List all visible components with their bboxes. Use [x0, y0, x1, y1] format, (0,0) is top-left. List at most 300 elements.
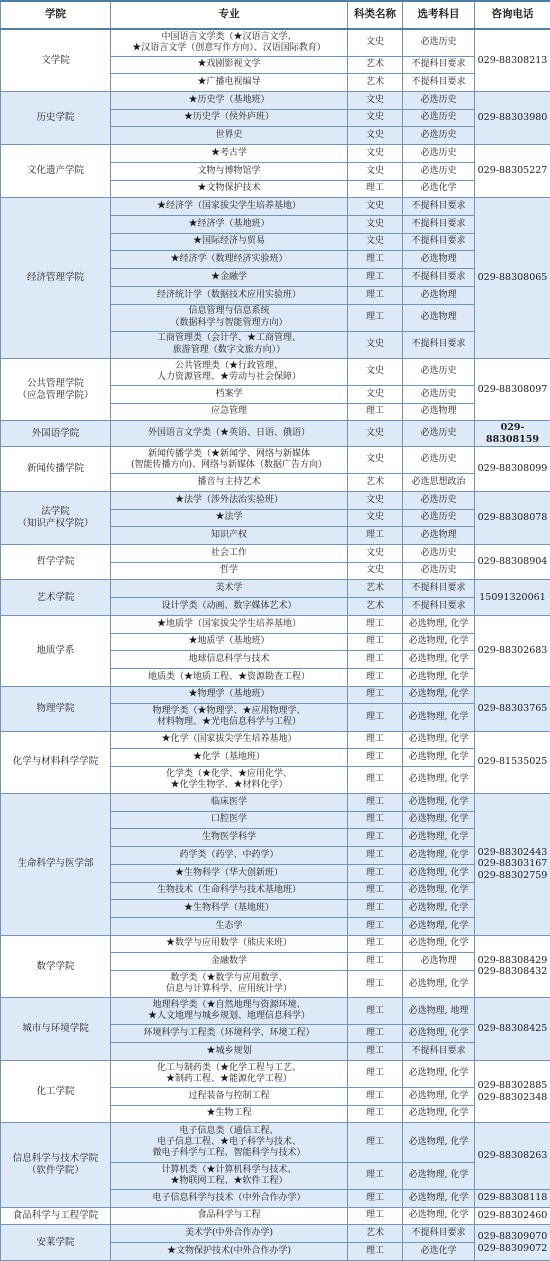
major-name: (智能传播方向)、网络与新媒体（数据广告方向） — [130, 460, 328, 471]
category-cell: 理工 — [348, 749, 403, 767]
major-name: ★历史学（基地班） — [188, 94, 270, 105]
category-cell: 文史 — [348, 216, 403, 234]
category-cell: 理工 — [348, 1162, 403, 1189]
header-college: 学院 — [1, 1, 111, 29]
college-cell — [1, 731, 111, 794]
category-cell: 文史 — [348, 421, 403, 447]
college-name: 哲学学院 — [36, 556, 75, 568]
college-name: 新闻传播学院 — [26, 463, 84, 475]
major-name: 外国语言文学类（★英语、日语、俄语） — [147, 428, 310, 439]
phone-number: 029-88302759 — [477, 870, 548, 882]
subjects-cell: 必选物理 — [403, 286, 475, 304]
major-name: 经济统计学（数据技术应用实验班） — [156, 289, 301, 300]
college-group — [1, 447, 550, 492]
college-cell — [1, 1225, 111, 1261]
major-name: 环境科学与工程类（环境科学、环境工程） — [143, 1028, 315, 1039]
phone-cell: 029-88308118 — [475, 1189, 550, 1207]
phone-cell — [475, 145, 550, 198]
category-cell: 理工 — [348, 794, 403, 812]
major-cell — [111, 882, 348, 900]
phone-cell — [475, 731, 550, 794]
college-group — [1, 1123, 550, 1207]
category-cell: 文史 — [348, 545, 403, 563]
category-cell: 艺术 — [348, 580, 403, 598]
major-cell — [111, 145, 348, 163]
major-cell — [111, 598, 348, 616]
major-name: 公共管理类（★行政管理、 — [174, 360, 283, 371]
category-cell: 理工 — [348, 1087, 403, 1105]
phone-number: 029-88303765 — [477, 702, 548, 714]
subjects-cell: 必选历史 — [403, 109, 475, 127]
category-cell: 理工 — [348, 811, 403, 829]
major-name: 信息与计算科学、应用统计学） — [165, 984, 292, 995]
phone-cell — [475, 580, 550, 615]
college-name: 公共管理学院 — [26, 377, 84, 389]
category-cell: 理工 — [348, 971, 403, 998]
major-cell — [111, 1162, 348, 1189]
subjects-cell: 必选物理 — [403, 403, 475, 421]
major-cell — [111, 1105, 348, 1123]
subjects-cell: 必选物理, 化学 — [403, 1189, 475, 1207]
major-name: 工商管理类（会计学、★工商管理、 — [156, 333, 301, 344]
category-cell: 理工 — [348, 304, 403, 331]
subjects-cell: 必选历史 — [403, 545, 475, 563]
subjects-cell: 不提科目要求 — [403, 580, 475, 598]
table-row — [1, 686, 550, 704]
table-row — [1, 731, 550, 749]
table-row — [1, 580, 550, 598]
phone-number: 029-88309070 — [477, 1230, 548, 1242]
category-cell: 理工 — [348, 1207, 403, 1225]
subjects-cell: 必选物理, 化学 — [403, 900, 475, 918]
subjects-cell: 必选物理, 化学 — [403, 882, 475, 900]
subjects-cell: 必选历史 — [403, 92, 475, 110]
category-cell: 理工 — [348, 882, 403, 900]
college-name: 外国语学院 — [31, 427, 80, 439]
major-name: ★物联网工程、★软件工程） — [170, 1175, 288, 1186]
phone-cell — [475, 92, 550, 145]
header-subjects: 选考科目 — [403, 1, 475, 29]
major-cell — [111, 794, 348, 812]
major-name: 地质类（★地质工程、★资源勘查工程） — [147, 671, 310, 682]
major-cell — [111, 92, 348, 110]
college-name: 文学院 — [41, 54, 70, 66]
category-cell: 理工 — [348, 269, 403, 287]
major-cell — [111, 198, 348, 216]
major-cell — [111, 971, 348, 998]
major-cell — [111, 403, 348, 421]
subjects-cell: 必选物理, 化学 — [403, 668, 475, 686]
phone-number: 029-88302443 — [477, 846, 548, 858]
major-cell — [111, 829, 348, 847]
major-cell — [111, 286, 348, 304]
table-row — [1, 545, 550, 563]
major-name: ★经济学（基地班） — [188, 218, 270, 229]
table-row — [1, 198, 550, 216]
subjects-cell: 必选历史 — [403, 162, 475, 180]
major-name: ★城乡规划 — [206, 1045, 252, 1056]
phone-cell — [475, 29, 550, 92]
subjects-cell: 必选物理, 化学 — [403, 1025, 475, 1043]
major-name: ★地质学（国家拔尖学生培养基地） — [156, 618, 301, 629]
category-cell: 理工 — [348, 953, 403, 971]
major-name: ★法学 — [215, 512, 243, 523]
major-cell — [111, 421, 348, 447]
major-name: 设计学类（动画、数字媒体艺术） — [161, 600, 297, 611]
subjects-cell: 必选物理, 化学 — [403, 686, 475, 704]
subjects-cell: 必选物理, 化学 — [403, 704, 475, 731]
subjects-cell: 必选物理, 化学 — [403, 829, 475, 847]
major-name: （数据科学与智能管理方向） — [170, 317, 288, 328]
subjects-cell: 必选化学 — [403, 180, 475, 198]
major-cell — [111, 216, 348, 234]
college-cell — [1, 421, 111, 447]
category-cell: 理工 — [348, 527, 403, 545]
major-cell — [111, 1060, 348, 1087]
subjects-cell: 必选物理, 化学 — [403, 651, 475, 669]
table-row — [1, 935, 550, 953]
college-group — [1, 491, 550, 544]
subjects-cell: 必选历史 — [403, 127, 475, 145]
major-cell — [111, 998, 348, 1025]
college-cell — [1, 198, 111, 358]
college-cell — [1, 145, 111, 198]
phone-cell — [475, 545, 550, 580]
major-cell — [111, 651, 348, 669]
college-name: 艺术学院 — [36, 591, 75, 603]
phone-cell — [475, 794, 550, 936]
college-cell — [1, 935, 111, 998]
major-cell — [111, 180, 348, 198]
college-name: （知识产权学院） — [17, 517, 94, 529]
major-name: 过程装备与控制工程 — [188, 1090, 270, 1101]
major-cell — [111, 847, 348, 865]
major-cell — [111, 704, 348, 731]
major-name: 生态学 — [215, 920, 243, 931]
phone-number: 029-88303167 — [477, 858, 548, 870]
category-cell: 理工 — [348, 900, 403, 918]
subjects-cell: 必选物理, 化学 — [403, 847, 475, 865]
college-cell — [1, 686, 111, 731]
phone-cell — [475, 491, 550, 544]
college-group — [1, 358, 550, 421]
major-name: ★化学生物学、★材料化学） — [170, 779, 288, 790]
major-cell — [111, 29, 348, 56]
phone-number: 029-81535025 — [477, 756, 548, 768]
table-row — [1, 29, 550, 56]
college-name: 文化遗产学院 — [26, 165, 84, 177]
major-name: ★国际经济与贸易 — [192, 236, 265, 247]
category-cell: 文史 — [348, 331, 403, 358]
subjects-cell: 必选物理, 化学 — [403, 633, 475, 651]
major-name: 金融数学 — [210, 956, 247, 967]
college-group — [1, 29, 550, 92]
phone-number: 029-88308099 — [477, 463, 548, 475]
category-cell: 理工 — [348, 998, 403, 1025]
category-cell: 文史 — [348, 145, 403, 163]
category-cell: 艺术 — [348, 74, 403, 92]
college-group — [1, 615, 550, 686]
major-cell — [111, 1243, 348, 1261]
major-name: ★化学（国家拔尖学生培养基地） — [161, 734, 297, 745]
subjects-cell: 必选物理, 地理 — [403, 998, 475, 1025]
phone-cell — [475, 1207, 550, 1225]
subjects-cell: 不提科目要求 — [403, 74, 475, 92]
phone-cell — [475, 358, 550, 421]
major-name: ★历史学（侯外庐班） — [183, 112, 274, 123]
category-cell: 艺术 — [348, 474, 403, 492]
college-group — [1, 998, 550, 1061]
major-name: 哲学 — [219, 565, 238, 576]
phone-number: 029-88308432 — [477, 966, 548, 978]
college-group — [1, 1060, 550, 1123]
major-name: 化工与制药类（★化学工程与工艺、 — [156, 1062, 301, 1073]
major-cell — [111, 1025, 348, 1043]
major-cell — [111, 811, 348, 829]
major-name: 知识产权 — [210, 530, 247, 540]
table-row — [1, 1123, 550, 1163]
table-row — [1, 615, 550, 633]
table-row — [1, 421, 550, 447]
major-cell — [111, 686, 348, 704]
major-name: ★广播电视编导 — [197, 77, 261, 88]
college-group — [1, 145, 550, 198]
table-row — [1, 1207, 550, 1225]
college-group — [1, 92, 550, 145]
subjects-cell: 不提科目要求 — [403, 216, 475, 234]
category-cell: 理工 — [348, 704, 403, 731]
subjects-cell: 必选化学 — [403, 1243, 475, 1261]
major-name: ★数学与应用数学（熊庆来班） — [165, 938, 292, 949]
category-cell: 理工 — [348, 1243, 403, 1261]
major-name: ★法学（涉外法治实验班） — [174, 494, 283, 505]
subjects-cell: 必选物理, 化学 — [403, 971, 475, 998]
table-row — [1, 447, 550, 474]
phone-number: 029-88302683 — [477, 644, 548, 656]
major-name: 信息管理与信息系统 — [188, 306, 270, 317]
major-name: 物理学类（★物理学、★应用物理学、 — [152, 706, 306, 717]
major-cell — [111, 749, 348, 767]
category-cell: 文史 — [348, 562, 403, 580]
major-cell — [111, 545, 348, 563]
college-name: 历史学院 — [36, 112, 75, 124]
college-name: 化工学院 — [36, 1085, 75, 1097]
major-cell — [111, 127, 348, 145]
category-cell: 理工 — [348, 935, 403, 953]
major-cell — [111, 1189, 348, 1207]
major-name: 药学类（药学、中药学） — [179, 849, 279, 860]
subjects-cell: 必选历史 — [403, 29, 475, 56]
major-name: 微电子科学与工程、智能科学与技术） — [152, 1148, 306, 1159]
major-cell — [111, 269, 348, 287]
college-cell — [1, 447, 111, 492]
subjects-cell: 必选物理, 化学 — [403, 1087, 475, 1105]
category-cell: 文史 — [348, 162, 403, 180]
phone-cell — [475, 686, 550, 731]
major-cell — [111, 1207, 348, 1225]
major-cell — [111, 304, 348, 331]
phone-number: 029-88308078 — [477, 511, 548, 523]
header-row — [1, 1, 550, 29]
college-name: 城市与环境学院 — [22, 1023, 89, 1035]
major-name: 电子信息工程、★电子科学与技术、 — [156, 1136, 301, 1147]
major-name: 新闻传播学类（★新闻学、网络与新媒体 — [147, 448, 310, 459]
category-cell: 文史 — [348, 385, 403, 403]
college-name: 物理学院 — [36, 702, 75, 714]
subjects-cell: 必选历史 — [403, 562, 475, 580]
major-name: 电子信息科学与技术（中外合作办学） — [152, 1192, 306, 1203]
subjects-cell: 不提科目要求 — [403, 1043, 475, 1061]
major-cell — [111, 56, 348, 74]
college-name: （软件学院） — [26, 1164, 84, 1176]
subjects-cell: 必选物理, 化学 — [403, 935, 475, 953]
major-name: ★戏剧影视文学 — [197, 59, 261, 70]
college-cell — [1, 1060, 111, 1123]
table-row — [1, 1060, 550, 1087]
subjects-cell: 必选历史 — [403, 145, 475, 163]
phone-cell: 029-88308263 — [475, 1123, 550, 1190]
major-name: 地理科学类（★自然地理与资源环境、 — [152, 1000, 306, 1011]
category-cell: 理工 — [348, 829, 403, 847]
college-cell — [1, 1207, 111, 1225]
major-cell — [111, 668, 348, 686]
major-cell — [111, 74, 348, 92]
table-row — [1, 491, 550, 509]
phone-number: 029-88308065 — [477, 272, 548, 284]
college-cell — [1, 1123, 111, 1207]
major-cell — [111, 615, 348, 633]
category-cell: 理工 — [348, 1043, 403, 1061]
major-cell — [111, 331, 348, 358]
category-cell: 文史 — [348, 127, 403, 145]
major-name: 世界史 — [215, 130, 243, 141]
subjects-cell: 必选物理, 化学 — [403, 731, 475, 749]
college-group — [1, 545, 550, 580]
category-cell: 理工 — [348, 403, 403, 421]
college-group — [1, 198, 550, 358]
category-cell: 理工 — [348, 651, 403, 669]
phone-number: 029-88302885 — [477, 1079, 548, 1091]
major-name: 文物与博物馆学 — [197, 165, 261, 176]
subjects-cell: 不提科目要求 — [403, 233, 475, 251]
college-group — [1, 1207, 550, 1225]
category-cell: 文史 — [348, 92, 403, 110]
category-cell: 理工 — [348, 180, 403, 198]
subjects-cell: 不提科目要求 — [403, 1225, 475, 1243]
major-name: 材料物理、★光电信息科学与工程） — [156, 717, 301, 728]
college-cell — [1, 545, 111, 580]
major-name: ★经济学（数理经济实验班） — [170, 254, 288, 265]
major-cell — [111, 1087, 348, 1105]
subjects-cell: 必选物理, 化学 — [403, 615, 475, 633]
major-name: 美术学 — [215, 583, 243, 594]
major-cell — [111, 385, 348, 403]
college-cell — [1, 92, 111, 145]
college-group — [1, 794, 550, 936]
category-cell: 理工 — [348, 668, 403, 686]
major-name: 中国语言文学类（★汉语言文学、 — [161, 31, 297, 42]
phone-number: 029-88308159 — [486, 421, 539, 445]
category-cell: 文史 — [348, 491, 403, 509]
category-cell: 理工 — [348, 1189, 403, 1207]
phone-number: 029-88308213 — [477, 54, 548, 66]
table-row — [1, 358, 550, 385]
subjects-cell: 必选物理, 化学 — [403, 766, 475, 793]
phone-cell — [475, 198, 550, 358]
college-cell — [1, 491, 111, 544]
college-name: （应急管理学院） — [17, 389, 94, 401]
phone-cell — [475, 421, 550, 447]
table-row — [1, 1225, 550, 1243]
subjects-cell: 必选思想政治 — [403, 474, 475, 492]
major-name: 口腔医学 — [210, 814, 247, 825]
college-group — [1, 421, 550, 447]
category-cell: 文史 — [348, 233, 403, 251]
subjects-cell: 必选物理 — [403, 953, 475, 971]
major-cell — [111, 580, 348, 598]
category-cell: 理工 — [348, 633, 403, 651]
major-name: 档案学 — [215, 388, 243, 399]
category-cell: 理工 — [348, 1025, 403, 1043]
major-cell — [111, 474, 348, 492]
category-cell: 理工 — [348, 286, 403, 304]
major-name: ★金融学 — [210, 271, 247, 282]
college-name: 地质学系 — [36, 644, 75, 656]
major-name: 人力资源管理、★劳动与社会保障） — [156, 371, 301, 382]
subjects-cell: 必选物理, 化学 — [403, 1162, 475, 1189]
subjects-cell: 必选物理 — [403, 251, 475, 269]
category-cell: 理工 — [348, 917, 403, 935]
subjects-cell: 必选历史 — [403, 358, 475, 385]
college-group — [1, 935, 550, 998]
major-name: 食品科学与工程 — [197, 1210, 261, 1221]
major-name: ★物理学（基地班） — [188, 689, 270, 700]
college-name: 生命科学与医学部 — [17, 858, 94, 870]
subjects-cell: 不提科目要求 — [403, 269, 475, 287]
major-name: ★文物保护技术 — [197, 183, 261, 194]
category-cell: 艺术 — [348, 1225, 403, 1243]
college-cell — [1, 29, 111, 92]
major-name: 生物技术（生命科学与技术基地班） — [156, 885, 301, 896]
subjects-cell: 不提科目要求 — [403, 331, 475, 358]
major-name: ★经济学（国家拔尖学生培养基地） — [156, 201, 301, 212]
category-cell: 文史 — [348, 198, 403, 216]
college-group — [1, 686, 550, 731]
major-name: ★化学（基地班） — [192, 751, 265, 762]
major-cell — [111, 233, 348, 251]
category-cell: 文史 — [348, 109, 403, 127]
major-name: 地球信息科学与技术 — [188, 653, 270, 664]
major-name: 数学类（★数学与应用数学、 — [170, 972, 288, 983]
phone-cell — [475, 935, 550, 998]
major-name: 电子信息类（通信工程、 — [179, 1125, 279, 1136]
major-cell — [111, 1225, 348, 1243]
major-name: ★生物科学（基地班） — [183, 902, 274, 913]
major-name: 播音与主持艺术 — [197, 476, 261, 487]
subjects-cell: 不提科目要求 — [403, 198, 475, 216]
phone-number: 029-88308097 — [477, 383, 548, 395]
category-cell: 理工 — [348, 686, 403, 704]
phone-number: 029-88309072 — [477, 1242, 548, 1254]
subjects-cell: 必选物理, 化学 — [403, 1060, 475, 1087]
category-cell: 文史 — [348, 509, 403, 527]
major-name: 生物医学科学 — [201, 832, 256, 843]
phone-number: 15091320061 — [479, 591, 546, 603]
subjects-cell: 必选物理, 化学 — [403, 749, 475, 767]
major-cell — [111, 447, 348, 474]
phone-cell — [475, 998, 550, 1061]
major-name: ★地质学（基地班） — [188, 636, 270, 647]
